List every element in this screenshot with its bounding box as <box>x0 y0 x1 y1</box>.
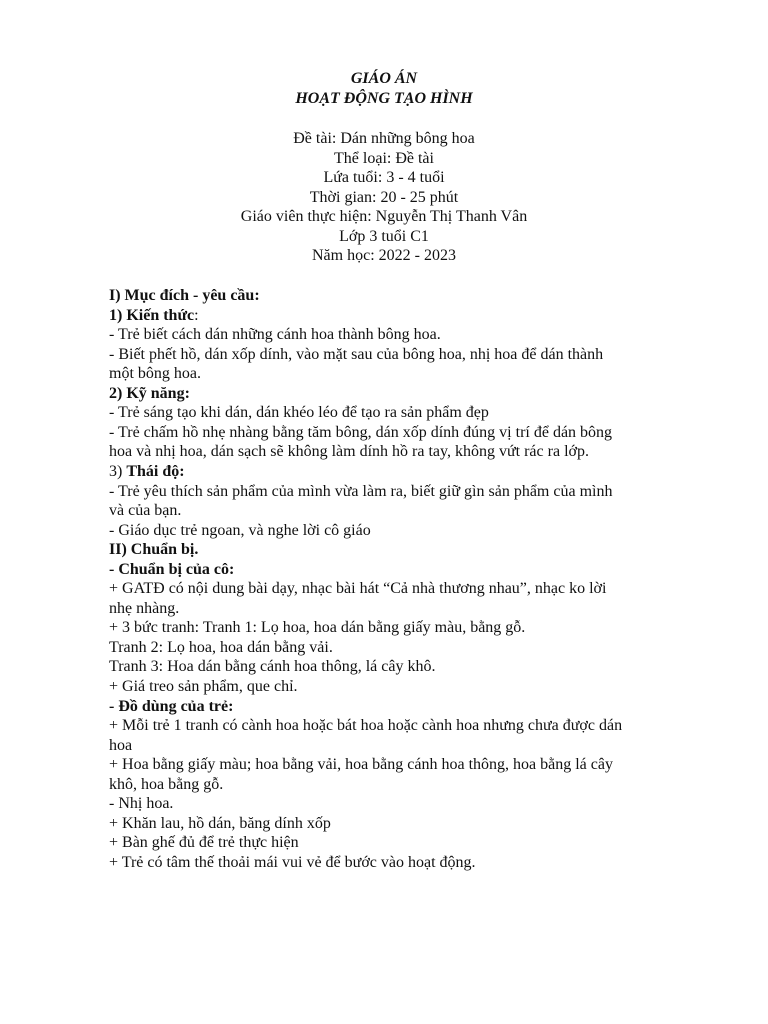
body-line <box>109 697 709 717</box>
info-class: Lớp 3 tuổi C1 <box>339 227 429 245</box>
body-line-text: - Nhị hoa. <box>109 795 174 813</box>
body-line-text: + Trẻ có tâm thế thoải mái vui vẻ để bước vào hoạt động. <box>109 853 476 871</box>
body-line <box>109 306 709 326</box>
info-teacher: Giáo viên thực hiện: Nguyễn Thị Thanh Vân <box>240 208 528 225</box>
body-line-text: + Hoa bằng giấy màu; hoa bằng vải, hoa bằng cánh hoa thông, hoa bằng lá cây <box>109 756 613 774</box>
body-line-text: + GATĐ có nội dung bài dạy, nhạc bài hát “Cả nhà thương nhau”, nhạc ko lời <box>109 580 607 598</box>
body-line <box>109 853 709 873</box>
body-line <box>109 677 709 697</box>
body-line <box>109 403 709 423</box>
body-line <box>109 482 709 502</box>
body-line <box>109 462 709 482</box>
body-line <box>109 755 709 775</box>
body-line-text: - Trẻ sáng tạo khi dán, dán khéo léo để tạo ra sản phẩm đẹp <box>109 404 489 422</box>
body-line <box>109 794 709 814</box>
body-line-text: khô, hoa bằng gỗ. <box>109 775 224 793</box>
body-line-text: + Giá treo sản phẩm, que chỉ. <box>109 678 298 695</box>
body-line-text: 1) Kiến thức <box>109 306 195 324</box>
body-line-text: - Biết phết hồ, dán xốp dính, vào mặt sau của bông hoa, nhị hoa để dán thành <box>109 345 604 363</box>
body-line-text: - Trẻ yêu thích sản phẩm của mình vừa làm ra, biết giữ gìn sản phẩm của mình <box>109 482 613 500</box>
info-duration: Thời gian: 20 - 25 phút <box>309 188 459 206</box>
body-line-text: II) Chuẩn bị. <box>109 541 199 559</box>
body-line-text: Tranh 2: Lọ hoa, hoa dán bằng vải. <box>109 638 333 656</box>
title-line-2: HOẠT ĐỘNG TẠO HÌNH <box>295 90 473 107</box>
body-line <box>109 521 709 541</box>
body-line-text: + Bàn ghế đủ để trẻ thực hiện <box>109 834 299 852</box>
body-line <box>109 657 709 677</box>
body-line-text: 3) <box>109 462 127 480</box>
body-line <box>109 540 709 560</box>
body-line-text: và của bạn. <box>109 502 182 520</box>
body-line-text: hoa và nhị hoa, dán sạch sẽ không làm dính hồ ra tay, không vứt rác ra lớp. <box>109 443 589 461</box>
body-line-text: Tranh 3: Hoa dán bằng cánh hoa thông, lá cây khô. <box>109 658 436 676</box>
body-line-text: - Giáo dục trẻ ngoan, và nghe lời cô giáo <box>109 521 371 539</box>
body-line <box>109 618 709 638</box>
body-line <box>109 716 709 736</box>
body-line <box>109 560 709 580</box>
body-line-bold-text: Thái độ: <box>126 462 185 480</box>
body-line <box>109 775 709 795</box>
body-line-text: hoa <box>109 736 133 754</box>
body-line-text: - Trẻ chấm hồ nhẹ nhàng bằng tăm bông, dán xốp dính đúng vị trí để dán bông <box>109 423 613 441</box>
body-line-text: I) Mục đích - yêu cầu: <box>109 287 260 304</box>
body-line <box>109 501 709 521</box>
body-line <box>109 423 709 443</box>
body-line <box>109 442 709 462</box>
body-line-text: - Đồ dùng của trẻ: <box>109 697 234 715</box>
body-line-suffix: : <box>194 306 199 324</box>
body-line-text: - Trẻ biết cách dán những cánh hoa thành bông hoa. <box>109 326 441 344</box>
body-line-text: - Chuẩn bị của cô: <box>109 560 235 578</box>
body-line-text: 2) Kỹ năng: <box>109 384 190 402</box>
info-school-year: Năm học: 2022 - 2023 <box>312 247 456 264</box>
body-line <box>109 579 709 599</box>
title-line-1: GIÁO ÁN <box>350 70 418 87</box>
body-line <box>109 736 709 756</box>
body-line <box>109 286 709 306</box>
body-line <box>109 814 709 834</box>
body-line-text: + Mỗi trẻ 1 tranh có cành hoa hoặc bát hoa hoặc cành hoa nhưng chưa được dán <box>109 717 623 735</box>
body-line-text: nhẹ nhàng. <box>109 599 180 617</box>
body-line <box>109 638 709 658</box>
info-genre: Thể loại: Đề tài <box>334 149 434 167</box>
body-line <box>109 833 709 853</box>
body-line <box>109 345 709 365</box>
body-line-text: một bông hoa. <box>109 365 201 383</box>
info-age: Lứa tuổi: 3 - 4 tuổi <box>323 169 445 186</box>
body-line-text: + Khăn lau, hồ dán, băng dính xốp <box>109 814 331 832</box>
body-line <box>109 325 709 345</box>
body-line <box>109 364 709 384</box>
body-line-text: + 3 bức tranh: Tranh 1: Lọ hoa, hoa dán bằng giấy màu, bằng gỗ. <box>109 619 526 637</box>
body-line <box>109 599 709 619</box>
info-topic: Đề tài: Dán những bông hoa <box>293 130 475 147</box>
body-line <box>109 384 709 404</box>
